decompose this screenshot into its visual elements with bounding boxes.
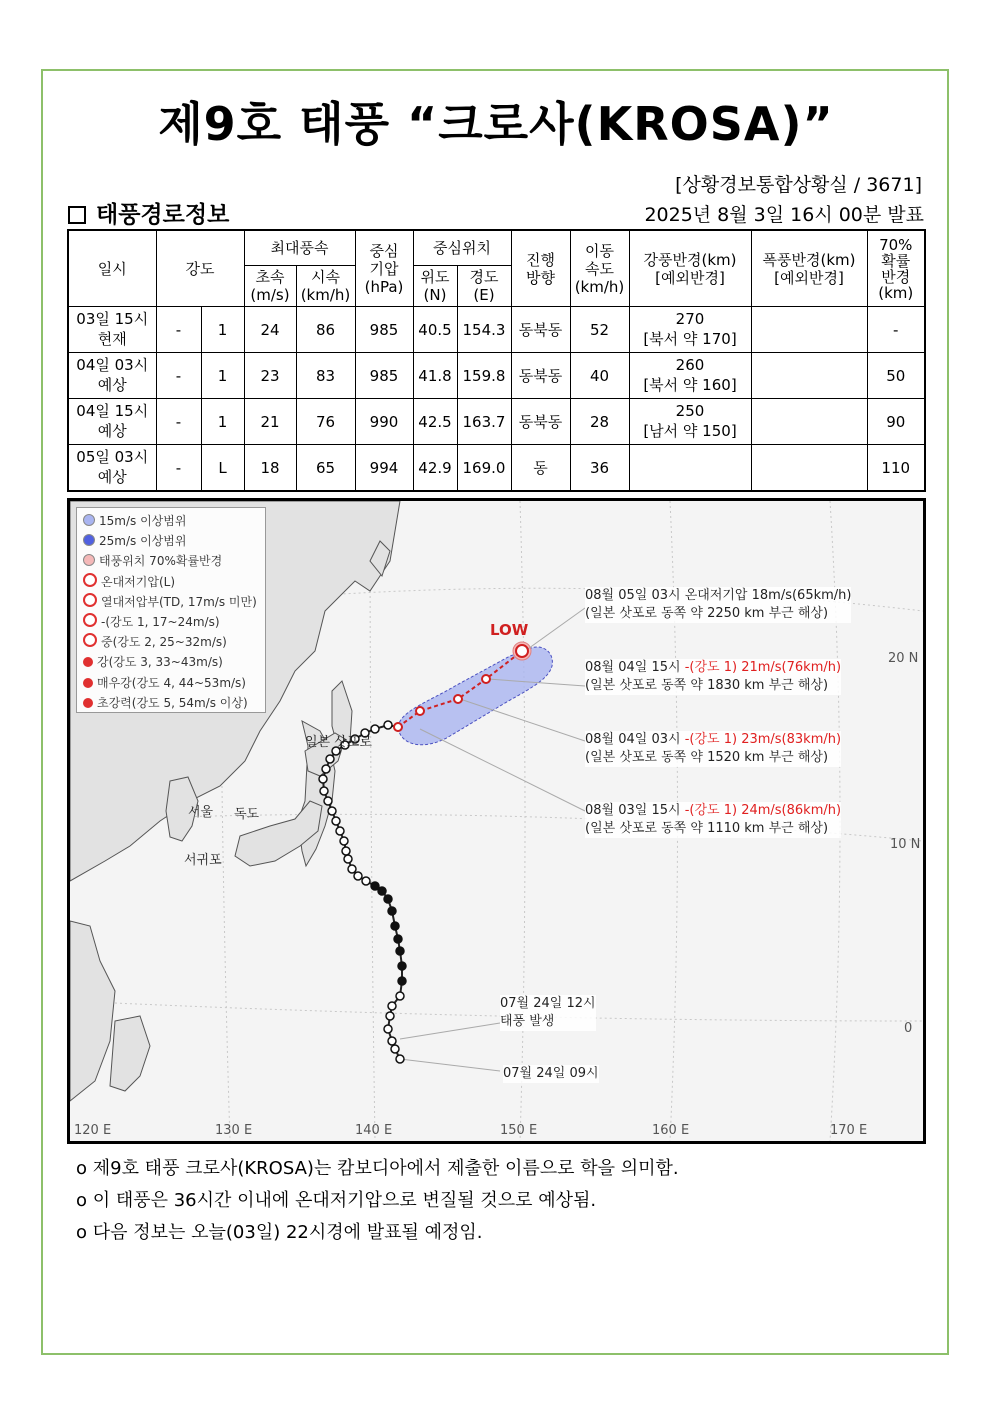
legend-label: 태풍위치 70%확률반경: [99, 554, 223, 569]
cell-gale: [751, 445, 867, 492]
note-2: o 이 태풍은 36시간 이내에 온대저기압으로 변질될 것으로 예상됨.: [76, 1190, 597, 1211]
cell-size: -: [156, 399, 201, 445]
track-point-icon: [326, 755, 334, 763]
legend-symbol-icon: [83, 613, 97, 627]
callout-1-time: 08월 04일 15시: [585, 660, 685, 675]
lat-label-20: 20 N: [888, 651, 919, 666]
track-point-icon: [344, 855, 352, 863]
callout-1-line1: [585, 659, 841, 677]
legend-symbol-icon: [83, 554, 95, 566]
cell-hpa: 985: [355, 353, 413, 399]
legend-label: 중(강도 2, 25~32m/s): [101, 635, 227, 650]
notes: [76, 1153, 679, 1249]
th-intensity: 강도: [156, 230, 244, 307]
legend-item: [83, 652, 259, 672]
legend-symbol-icon: [83, 593, 97, 607]
cell-hpa: 990: [355, 399, 413, 445]
lat-label-0: 0: [904, 1021, 913, 1036]
legend-symbol-icon: [83, 534, 95, 546]
track-point-icon: [388, 907, 396, 915]
cell-storm-radius: 270: [675, 309, 705, 328]
cell-int: 1: [201, 353, 244, 399]
genesis-time: 07월 24일 12시: [500, 996, 596, 1011]
callout-3: [585, 802, 841, 838]
lon-label-150: 150 E: [500, 1123, 538, 1138]
callout-2-line1: [585, 731, 841, 749]
cell-dir: 동북동: [511, 399, 570, 445]
cell-ms: 24: [244, 307, 296, 353]
legend-symbol-icon: [83, 698, 93, 708]
th-center: 중심위치: [413, 230, 511, 266]
th-ms: 초속 (m/s): [244, 266, 296, 307]
lon-label-130: 130 E: [215, 1123, 253, 1138]
th-lat: 위도 (N): [413, 266, 457, 307]
callout-2-time: 08월 04일 03시: [585, 732, 685, 747]
cell-r: [629, 399, 751, 445]
track-point-icon: [384, 1025, 392, 1033]
cell-status: 예상: [97, 375, 127, 394]
cell-int: 1: [201, 399, 244, 445]
callout-3-line1: [585, 802, 841, 820]
th-prob: 70% 확률 반경 (km): [867, 230, 925, 307]
cell-dt: [68, 445, 156, 492]
cell-hpa: 985: [355, 307, 413, 353]
th-kmh: 시속 (km/h): [296, 266, 355, 307]
callout-1-line2: (일본 삿포로 동쪽 약 1830 km 부근 해상): [585, 678, 829, 693]
cell-dir: 동북동: [511, 353, 570, 399]
track-point-icon: [396, 992, 404, 1000]
th-storm-radius: 강풍반경(km) [예외반경]: [629, 230, 751, 307]
cell-r: [629, 307, 751, 353]
cell-kmh: 76: [296, 399, 355, 445]
cell-gale: [751, 307, 867, 353]
callout-1-wind: -(강도 1) 21m/s(76km/h): [684, 660, 842, 675]
th-max-wind: 최대풍속: [244, 230, 355, 266]
section-title-text: 태풍경로정보: [96, 202, 230, 228]
cell-datetime: 05일 03시: [76, 447, 149, 466]
cell-gale: [751, 399, 867, 445]
cell-lat: 42.9: [413, 445, 457, 492]
cell-lat: 41.8: [413, 353, 457, 399]
cell-status: 현재: [97, 329, 127, 348]
cell-storm-radius: 260: [675, 355, 705, 374]
track-point-icon: [398, 977, 406, 985]
checkbox-icon: [68, 206, 86, 224]
cell-spd: 28: [570, 399, 629, 445]
low-label: LOW: [490, 621, 529, 639]
legend-item: [83, 673, 259, 693]
table-row: [68, 307, 925, 353]
cell-storm-radius-exception: [북서 약 170]: [643, 329, 737, 348]
cell-prob: -: [867, 307, 925, 353]
table-row: [68, 353, 925, 399]
legend-item: [83, 612, 259, 632]
track-point-icon: [336, 827, 344, 835]
track-point-icon: [388, 1037, 396, 1045]
cell-ms: 21: [244, 399, 296, 445]
track-point-icon: [388, 1002, 396, 1010]
cell-size: -: [156, 307, 201, 353]
lon-label-140: 140 E: [355, 1123, 393, 1138]
callout-3-line2: (일본 삿포로 동쪽 약 1110 km 부근 해상): [585, 821, 829, 836]
cell-hpa: 994: [355, 445, 413, 492]
table-row: [68, 445, 925, 492]
cell-ms: 23: [244, 353, 296, 399]
cell-lon: 154.3: [457, 307, 511, 353]
track-point-icon: [319, 775, 327, 783]
genesis-callout: [500, 995, 596, 1031]
legend-label: 25m/s 이상범위: [99, 534, 187, 549]
place-sapporo: 일본 삿포로: [305, 735, 372, 750]
th-datetime: 일시: [68, 230, 156, 307]
lon-label-120: 120 E: [74, 1123, 112, 1138]
place-seoul: 서울: [188, 805, 214, 820]
cell-r: [629, 445, 751, 492]
note-3: o 다음 정보는 오늘(03일) 22시경에 발표될 예정임.: [76, 1222, 483, 1243]
track-point-icon: [384, 895, 392, 903]
callout-2-line2: (일본 삿포로 동쪽 약 1520 km 부근 해상): [585, 750, 829, 765]
cell-size: -: [156, 353, 201, 399]
legend-symbol-icon: [83, 514, 95, 526]
track-point-icon: [391, 922, 399, 930]
cell-prob: 110: [867, 445, 925, 492]
cell-storm-radius-exception: [남서 약 150]: [643, 421, 737, 440]
cell-kmh: 83: [296, 353, 355, 399]
cell-storm-radius-exception: [북서 약 160]: [643, 375, 737, 394]
track-point-icon: [322, 765, 330, 773]
track-point-icon: [398, 962, 406, 970]
legend-item: [83, 592, 259, 612]
cell-r: [629, 353, 751, 399]
th-pressure: 중심 기압 (hPa): [355, 230, 413, 307]
cell-prob: 50: [867, 353, 925, 399]
note-1: o 제9호 태풍 크로사(KROSA)는 캄보디아에서 제출한 이름으로 학을 의미함.: [76, 1158, 679, 1179]
legend-item: [83, 531, 259, 551]
cell-datetime: 04일 03시: [76, 355, 149, 374]
callout-3-wind: -(강도 1) 24m/s(86km/h): [684, 803, 842, 818]
cell-gale: [751, 353, 867, 399]
cell-kmh: 65: [296, 445, 355, 492]
cell-lon: 163.7: [457, 399, 511, 445]
legend-label: 매우강(강도 4, 44~53m/s): [97, 675, 246, 690]
cell-lat: 40.5: [413, 307, 457, 353]
cell-dt: [68, 353, 156, 399]
cell-dir: 동북동: [511, 307, 570, 353]
page-title: 제9호 태풍 “크로사(KROSA)”: [158, 97, 834, 151]
forecast-point-icon: [482, 675, 490, 683]
legend-item: [83, 693, 259, 713]
typhoon-track-map: [67, 498, 926, 1144]
callout-3-time: 08월 03일 15시: [585, 803, 685, 818]
th-direction: 진행 방향: [511, 230, 570, 307]
track-point-icon: [371, 882, 379, 890]
typhoon-info-table: [67, 229, 926, 492]
track-point-icon: [362, 877, 370, 885]
cell-datetime: 03일 15시: [76, 309, 149, 328]
cell-storm-radius: 250: [675, 401, 705, 420]
forecast-point-icon: [516, 645, 528, 657]
track-point-icon: [342, 847, 350, 855]
callout-0-line1: 08월 05일 03시 온대저기압 18m/s(65km/h): [585, 588, 852, 603]
legend-symbol-icon: [83, 678, 93, 688]
track-point-icon: [396, 1055, 404, 1063]
legend-label: 열대저압부(TD, 17m/s 미만): [101, 594, 257, 609]
cell-dt: [68, 307, 156, 353]
track-point-icon: [320, 787, 328, 795]
cell-spd: 36: [570, 445, 629, 492]
callout-2: [585, 731, 841, 767]
cell-kmh: 86: [296, 307, 355, 353]
cell-spd: 52: [570, 307, 629, 353]
track-point-icon: [384, 721, 392, 729]
place-dokdo: 독도: [234, 807, 260, 822]
cell-dt: [68, 399, 156, 445]
lon-label-160: 160 E: [652, 1123, 690, 1138]
track-point-icon: [396, 947, 404, 955]
cell-prob: 90: [867, 399, 925, 445]
forecast-point-icon: [394, 723, 402, 731]
track-point-icon: [391, 1045, 399, 1053]
cell-spd: 40: [570, 353, 629, 399]
lon-label-170: 170 E: [830, 1123, 868, 1138]
track-point-icon: [328, 807, 336, 815]
cell-status: 예상: [97, 421, 127, 440]
table-row: [68, 399, 925, 445]
cell-size: -: [156, 445, 201, 492]
callout-0: [585, 587, 851, 623]
legend-label: 온대저기압(L): [101, 574, 176, 589]
cell-int: 1: [201, 307, 244, 353]
callout-0-line2: (일본 삿포로 동쪽 약 2250 km 부근 해상): [585, 606, 829, 621]
cell-ms: 18: [244, 445, 296, 492]
issued-time: 2025년 8월 3일 16시 00분 발표: [644, 204, 924, 226]
th-speed: 이동 속도 (km/h): [570, 230, 629, 307]
genesis-label: 태풍 발생: [500, 1014, 555, 1029]
track-point-icon: [371, 725, 379, 733]
cell-int: L: [201, 445, 244, 492]
place-seogwipo: 서귀포: [184, 853, 222, 868]
th-gale-radius: 폭풍반경(km) [예외반경]: [751, 230, 867, 307]
forecast-point-icon: [416, 707, 424, 715]
legend-item: [83, 511, 259, 531]
cell-lon: 159.8: [457, 353, 511, 399]
map-legend: [76, 507, 266, 713]
legend-symbol-icon: [83, 573, 97, 587]
legend-item: [83, 551, 259, 571]
cell-datetime: 04일 15시: [76, 401, 149, 420]
office-label: [상황경보통합상황실 / 3671]: [675, 174, 922, 196]
track-point-icon: [386, 1012, 394, 1020]
legend-item: [83, 632, 259, 652]
track-point-icon: [340, 837, 348, 845]
cell-status: 예상: [97, 467, 127, 486]
legend-label: 강(강도 3, 33~43m/s): [97, 655, 223, 670]
track-point-icon: [354, 872, 362, 880]
legend-label: 15m/s 이상범위: [99, 514, 187, 528]
legend-symbol-icon: [83, 657, 93, 667]
legend-label: 초강력(강도 5, 54m/s 이상): [97, 695, 248, 710]
legend-symbol-icon: [83, 633, 97, 647]
lat-label-10: 10 N: [890, 837, 921, 852]
cell-dir: 동: [511, 445, 570, 492]
callout-1: [585, 659, 841, 695]
legend-item: [83, 572, 259, 592]
callout-2-wind: -(강도 1) 23m/s(83km/h): [684, 732, 842, 747]
track-point-icon: [332, 817, 340, 825]
track-point-icon: [348, 865, 356, 873]
legend-label: -(강도 1, 17~24m/s): [101, 614, 220, 629]
track-point-icon: [324, 797, 332, 805]
cell-lat: 42.5: [413, 399, 457, 445]
track-point-icon: [394, 935, 402, 943]
th-lon: 경도 (E): [457, 266, 511, 307]
forecast-point-icon: [454, 695, 462, 703]
section-title: [68, 196, 229, 229]
cell-lon: 169.0: [457, 445, 511, 492]
start-callout: 07월 24일 09시: [503, 1066, 599, 1081]
